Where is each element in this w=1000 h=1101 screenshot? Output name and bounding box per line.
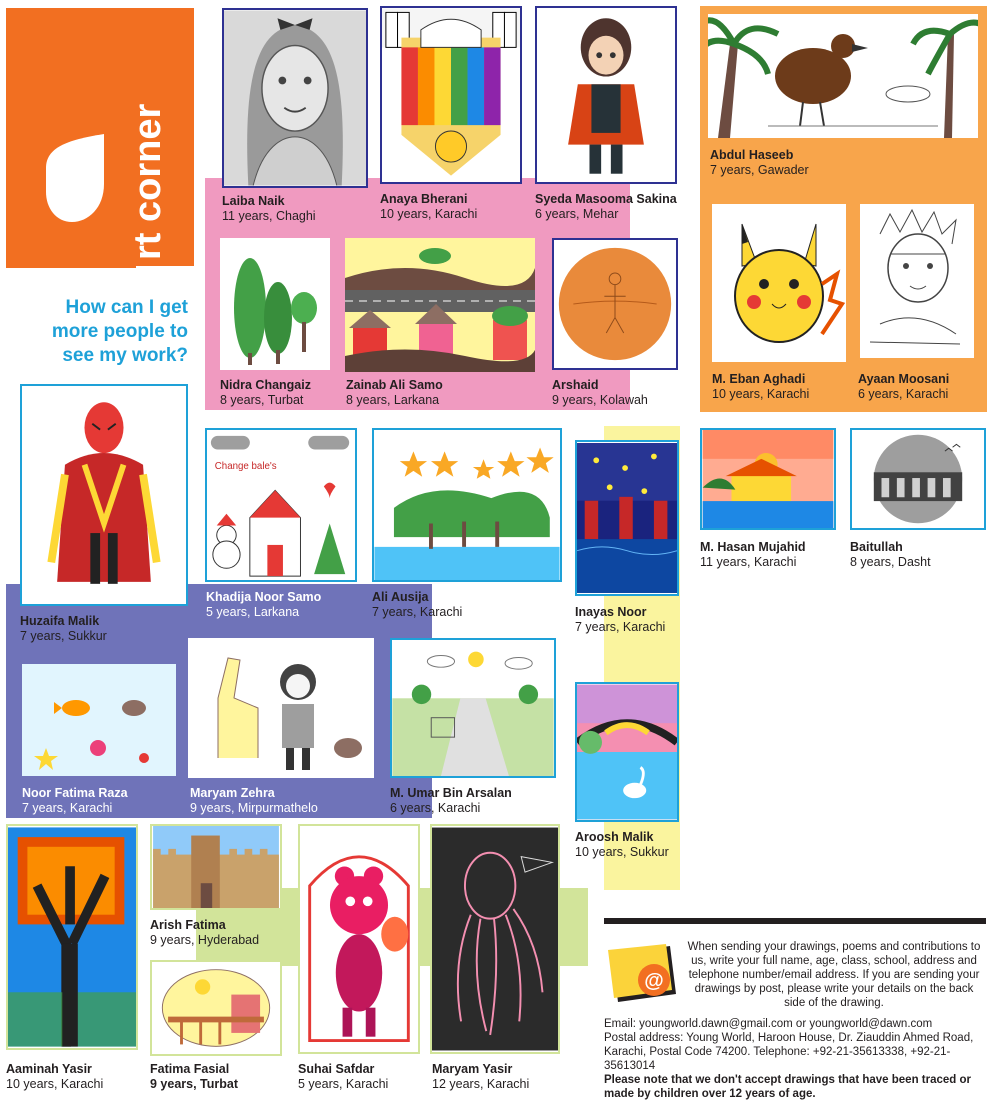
stars-and-people-drawing — [374, 430, 560, 580]
church-scene-drawing — [207, 430, 355, 580]
artwork-ali-ausija[interactable] — [372, 428, 562, 582]
night-forest-drawing — [577, 442, 677, 594]
artwork-huzaifa-malik[interactable] — [20, 384, 188, 606]
mosaic-tree-drawing — [8, 826, 136, 1048]
artist-name: Fatima Fasial — [150, 1062, 230, 1076]
artist-name: Maryam Zehra — [190, 786, 275, 800]
artist-age: 6 years, Mehar — [535, 207, 619, 221]
caption-maryam-zehra — [190, 786, 318, 816]
artwork-arish-fatima[interactable] — [150, 824, 282, 910]
caption-m-eban-aghadi — [712, 372, 809, 402]
artist-age: 11 years, Karachi — [700, 555, 797, 569]
pikachu-drawing — [712, 204, 846, 362]
caption-maryam-yasir — [432, 1062, 529, 1092]
spiderman-drawing — [22, 386, 186, 604]
octopus-chalk-drawing — [432, 826, 558, 1052]
artist-age: 7 years, Gawader — [710, 163, 809, 177]
artist-name: Zainab Ali Samo — [346, 378, 443, 392]
swan-lake-drawing — [577, 684, 677, 820]
road-scene-drawing — [345, 238, 535, 372]
postal-address: Postal address: Young World, Haroon House, Dr. Ziauddin Ahmed Road, Karachi, Postal Code 74200. Telephone: +92-21-35613338, +92-21-35613014 — [604, 1032, 974, 1072]
artist-name: Ayaan Moosani — [858, 372, 950, 386]
artwork-ayaan-moosani[interactable] — [860, 204, 974, 358]
artist-name: Baitullah — [850, 540, 903, 554]
artist-name: Ali Ausija — [372, 590, 429, 604]
caption-anaya-bherani — [380, 192, 477, 222]
artist-age: 10 years, Karachi — [6, 1077, 104, 1091]
contact-details — [604, 1017, 986, 1101]
artist-name: Anaya Bherani — [380, 192, 468, 206]
artwork-syeda-masooma-sakina[interactable] — [535, 6, 677, 184]
fort-drawing — [152, 826, 280, 908]
artist-age: 6 years, Karachi — [858, 387, 949, 401]
artist-age: 10 years, Karachi — [380, 207, 478, 221]
caption-syeda-masooma-sakina — [535, 192, 677, 222]
artist-name: Laiba Naik — [222, 194, 285, 208]
artist-age: 9 years, Hyderabad — [150, 933, 260, 947]
caption-arish-fatima — [150, 918, 259, 948]
artist-name: M. Umar Bin Arsalan — [390, 786, 512, 800]
artist-name: Huzaifa Malik — [20, 614, 100, 628]
artist-age: 7 years, Karachi — [372, 605, 463, 619]
caption-laiba-naik — [222, 194, 316, 224]
artwork-aaminah-yasir[interactable] — [6, 824, 138, 1050]
sunset-house-drawing — [702, 430, 834, 528]
artist-age: 12 years, Karachi — [432, 1077, 530, 1091]
artist-age: 5 years, Karachi — [298, 1077, 389, 1091]
caption-huzaifa-malik — [20, 614, 107, 644]
artist-name: Noor Fatima Raza — [22, 786, 128, 800]
artist-name: Nidra Changaiz — [220, 378, 311, 392]
rainbow-banner-drawing — [382, 8, 520, 182]
artwork-aroosh-malik[interactable] — [575, 682, 679, 822]
logo-text: rt corner — [127, 103, 169, 260]
anime-character-drawing — [537, 8, 675, 182]
at-symbol: @ — [644, 970, 664, 992]
contact-email[interactable]: Email: youngworld.dawn@gmail.com or youngworld@dawn.com — [604, 1018, 933, 1030]
change-bale-text: Change bale's — [214, 460, 277, 472]
caption-nidra-changaiz — [220, 378, 311, 408]
artist-age: 6 years, Karachi — [390, 801, 481, 815]
sketch-face-drawing — [860, 204, 974, 358]
artist-name: Aroosh Malik — [575, 830, 654, 844]
artist-age: 8 years, Dasht — [850, 555, 931, 569]
trees-drawing — [220, 238, 330, 370]
artist-age: 9 years, Kolawah — [552, 393, 648, 407]
artwork-fatima-fasial[interactable] — [150, 960, 282, 1056]
artist-name: Arshaid — [552, 378, 599, 392]
artist-age: 11 years, Chaghi — [222, 209, 316, 223]
caption-ayaan-moosani — [858, 372, 949, 402]
caption-noor-fatima-raza — [22, 786, 128, 816]
artist-name: Suhai Safdar — [298, 1062, 375, 1076]
artwork-arshaid[interactable] — [552, 238, 678, 370]
artist-age: 9 years, Mirpurmathelo — [190, 801, 318, 815]
caption-zainab-ali-samo — [346, 378, 443, 408]
artist-age: 10 years, Karachi — [712, 387, 810, 401]
orange-circle-drawing — [554, 240, 676, 368]
artist-name: Arish Fatima — [150, 918, 226, 932]
caption-khadija-noor-samo — [206, 590, 321, 620]
artwork-m-umar-bin-arsalan[interactable] — [390, 638, 556, 778]
artwork-inayas-noor[interactable] — [575, 440, 679, 596]
artwork-nidra-changaiz[interactable] — [220, 238, 330, 370]
artist-name: Inayas Noor — [575, 605, 647, 619]
artwork-m-hasan-mujahid[interactable] — [700, 428, 836, 530]
artist-age: 8 years, Larkana — [346, 393, 440, 407]
artist-name: Aaminah Yasir — [6, 1062, 92, 1076]
caption-inayas-noor — [575, 605, 665, 635]
bird-and-palms-drawing — [708, 14, 978, 138]
caption-ali-ausija — [372, 590, 462, 620]
caption-suhai-safdar — [298, 1062, 388, 1092]
caption-fatima-fasial — [150, 1062, 238, 1092]
artist-age: 8 years, Turbat — [220, 393, 304, 407]
email-icon — [604, 944, 678, 1002]
caption-abdul-haseeb — [710, 148, 809, 178]
artist-age: 5 years, Larkana — [206, 605, 300, 619]
underwater-drawing — [22, 664, 176, 776]
artwork-maryam-yasir[interactable] — [430, 824, 560, 1054]
caption-arshaid — [552, 378, 648, 408]
artwork-suhai-safdar[interactable] — [298, 824, 420, 1054]
artwork-m-eban-aghadi[interactable] — [712, 204, 846, 362]
artist-age: 7 years, Sukkur — [20, 629, 107, 643]
artwork-anaya-bherani[interactable] — [380, 6, 522, 184]
artist-name: M. Hasan Mujahid — [700, 540, 806, 554]
artist-age: 10 years, Sukkur — [575, 845, 669, 859]
caption-m-hasan-mujahid — [700, 540, 806, 570]
logo-letter-a — [6, 8, 136, 268]
caption-baitullah — [850, 540, 931, 570]
submission-instructions: When sending your drawings, poems and contributions to us, write your full name, age, class, school, address and telephone number/email address. If you are sending your drawings by post, please write your details on the back side of the drawing. — [687, 941, 981, 1009]
artwork-zainab-ali-samo[interactable] — [345, 238, 535, 372]
pencil-portrait-drawing — [224, 10, 366, 186]
pink-bear-drawing — [300, 826, 418, 1052]
caption-aaminah-yasir — [6, 1062, 103, 1092]
caption-m-umar-bin-arsalan — [390, 786, 512, 816]
artist-name: Khadija Noor Samo — [206, 590, 322, 604]
bridge-sketch-drawing — [852, 430, 984, 528]
at-sign-icon — [604, 944, 678, 1002]
artist-name: Maryam Yasir — [432, 1062, 513, 1076]
artwork-abdul-haseeb[interactable] — [708, 14, 978, 138]
artwork-noor-fatima-raza[interactable] — [22, 664, 176, 776]
caption-aroosh-malik — [575, 830, 669, 860]
artwork-khadija-noor-samo[interactable] — [205, 428, 357, 582]
artist-name: M. Eban Aghadi — [712, 372, 806, 386]
artist-name: Abdul Haseeb — [710, 148, 794, 162]
artwork-maryam-zehra[interactable] — [188, 638, 374, 778]
question-heading: How can I get more people to see my work? — [51, 297, 188, 366]
giraffe-and-cat-drawing — [188, 638, 374, 778]
artist-age: 7 years, Karachi — [575, 620, 666, 634]
artist-age: 7 years, Karachi — [22, 801, 113, 815]
artist-name: Syeda Masooma Sakina — [535, 192, 677, 206]
artwork-baitullah[interactable] — [850, 428, 986, 530]
artwork-laiba-naik[interactable] — [222, 8, 368, 188]
artist-age: 9 years, Turbat — [150, 1077, 239, 1091]
submission-note: Please note that we don't accept drawings that have been traced or made by children over 12 years of age. — [604, 1074, 971, 1100]
park-scene-drawing — [392, 640, 554, 776]
oval-landscape-drawing — [152, 962, 280, 1054]
info-rule — [604, 918, 986, 924]
